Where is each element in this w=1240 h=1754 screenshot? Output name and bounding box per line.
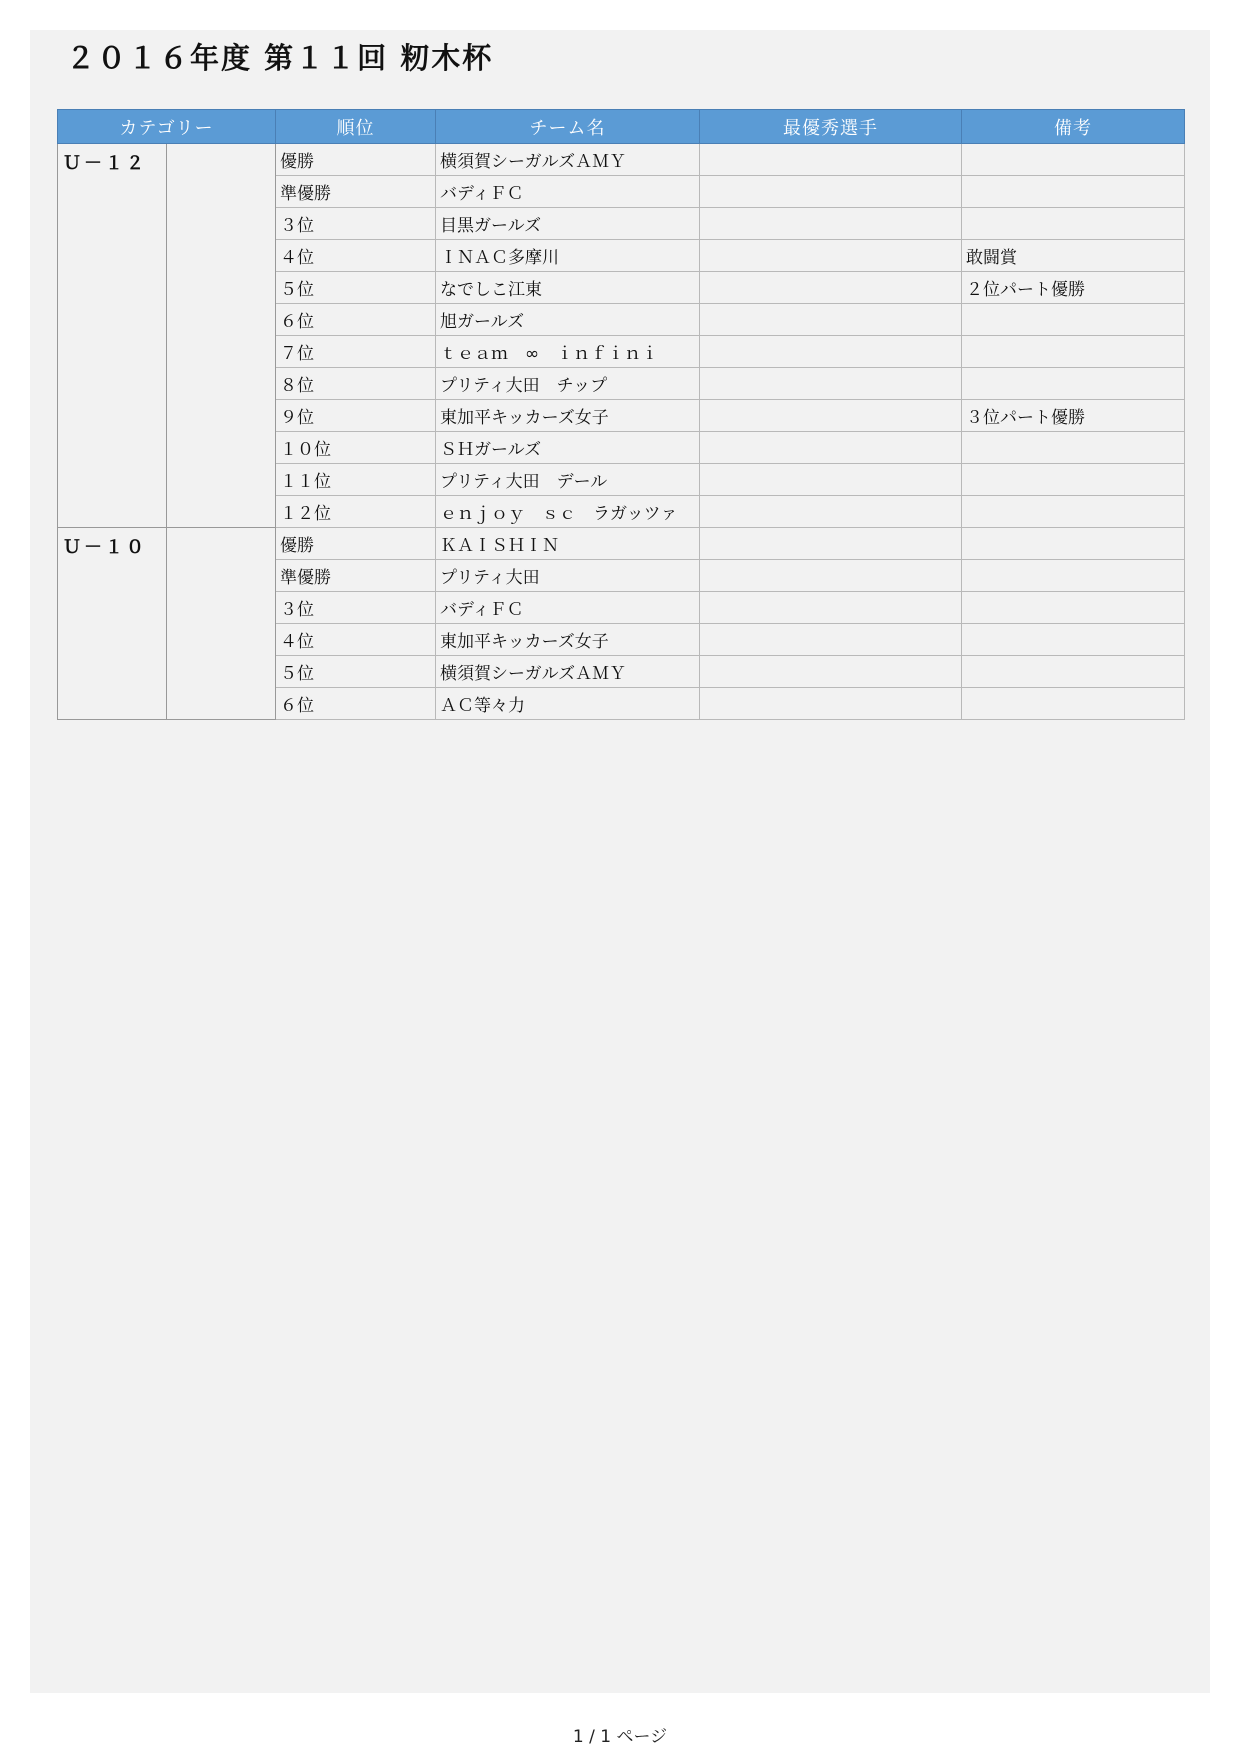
- team-cell: ｔｅａｍ ∞ ｉｎｆｉｎｉ: [436, 336, 700, 368]
- rank-cell: ８位: [276, 368, 436, 400]
- mvp-cell: [700, 144, 962, 176]
- mvp-cell: [700, 368, 962, 400]
- mvp-cell: [700, 240, 962, 272]
- team-cell: 目黒ガールズ: [436, 208, 700, 240]
- note-cell: [962, 624, 1185, 656]
- rank-cell: ５位: [276, 656, 436, 688]
- team-cell: 旭ガールズ: [436, 304, 700, 336]
- mvp-cell: [700, 688, 962, 720]
- mvp-cell: [700, 496, 962, 528]
- note-cell: [962, 656, 1185, 688]
- mvp-cell: [700, 304, 962, 336]
- note-cell: [962, 688, 1185, 720]
- table-row: [58, 144, 1185, 176]
- note-cell: [962, 336, 1185, 368]
- rank-cell: 準優勝: [276, 176, 436, 208]
- page-number: 1 / 1 ページ: [572, 1727, 668, 1747]
- team-cell: ｅｎｊｏｙ ｓｃ ラガッツァ: [436, 496, 700, 528]
- header-mvp: 最優秀選手: [700, 110, 962, 144]
- note-cell: [962, 560, 1185, 592]
- rank-cell: １０位: [276, 432, 436, 464]
- rank-cell: ３位: [276, 208, 436, 240]
- subcategory-cell: [167, 144, 276, 528]
- mvp-cell: [700, 560, 962, 592]
- mvp-cell: [700, 400, 962, 432]
- mvp-cell: [700, 336, 962, 368]
- rank-cell: ７位: [276, 336, 436, 368]
- note-cell: [962, 464, 1185, 496]
- note-cell: ３位パート優勝: [962, 400, 1185, 432]
- note-cell: [962, 496, 1185, 528]
- note-cell: [962, 144, 1185, 176]
- header-team: チーム名: [436, 110, 700, 144]
- rank-cell: 優勝: [276, 528, 436, 560]
- note-cell: ２位パート優勝: [962, 272, 1185, 304]
- team-cell: プリティ大田 デール: [436, 464, 700, 496]
- note-cell: [962, 208, 1185, 240]
- mvp-cell: [700, 208, 962, 240]
- team-cell: なでしこ江東: [436, 272, 700, 304]
- team-cell: プリティ大田: [436, 560, 700, 592]
- category-cell: Ｕ－１０: [58, 528, 167, 720]
- rank-cell: １２位: [276, 496, 436, 528]
- team-cell: プリティ大田 チップ: [436, 368, 700, 400]
- team-cell: ＫＡＩＳＨＩＮ: [436, 528, 700, 560]
- mvp-cell: [700, 656, 962, 688]
- header-notes: 備考: [962, 110, 1185, 144]
- note-cell: [962, 176, 1185, 208]
- team-cell: 横須賀シーガルズＡＭＹ: [436, 144, 700, 176]
- note-cell: [962, 368, 1185, 400]
- rank-cell: ６位: [276, 304, 436, 336]
- mvp-cell: [700, 592, 962, 624]
- rank-cell: ６位: [276, 688, 436, 720]
- mvp-cell: [700, 464, 962, 496]
- rank-cell: 準優勝: [276, 560, 436, 592]
- note-cell: 敢闘賞: [962, 240, 1185, 272]
- category-cell: Ｕ－１２: [58, 144, 167, 528]
- table-header-row: [58, 110, 1185, 144]
- team-cell: ＩＮＡＣ多摩川: [436, 240, 700, 272]
- mvp-cell: [700, 272, 962, 304]
- mvp-cell: [700, 528, 962, 560]
- team-cell: ＡＣ等々力: [436, 688, 700, 720]
- team-cell: 横須賀シーガルズＡＭＹ: [436, 656, 700, 688]
- mvp-cell: [700, 432, 962, 464]
- team-cell: 東加平キッカーズ女子: [436, 624, 700, 656]
- mvp-cell: [700, 176, 962, 208]
- rank-cell: ３位: [276, 592, 436, 624]
- team-cell: バディＦＣ: [436, 592, 700, 624]
- header-rank: 順位: [276, 110, 436, 144]
- team-cell: 東加平キッカーズ女子: [436, 400, 700, 432]
- subcategory-cell: [167, 528, 276, 720]
- document-title: ２０１６年度 第１１回 籾木杯: [66, 41, 494, 75]
- table-row: [58, 528, 1185, 560]
- team-cell: ＳＨガールズ: [436, 432, 700, 464]
- note-cell: [962, 528, 1185, 560]
- rank-cell: 優勝: [276, 144, 436, 176]
- results-table: [57, 109, 1185, 720]
- header-category: カテゴリー: [58, 110, 276, 144]
- results-body: [58, 144, 1185, 720]
- rank-cell: ５位: [276, 272, 436, 304]
- rank-cell: ４位: [276, 624, 436, 656]
- note-cell: [962, 304, 1185, 336]
- rank-cell: １１位: [276, 464, 436, 496]
- mvp-cell: [700, 624, 962, 656]
- rank-cell: ９位: [276, 400, 436, 432]
- note-cell: [962, 592, 1185, 624]
- rank-cell: ４位: [276, 240, 436, 272]
- document-page: [30, 30, 1210, 1693]
- team-cell: バディＦＣ: [436, 176, 700, 208]
- note-cell: [962, 432, 1185, 464]
